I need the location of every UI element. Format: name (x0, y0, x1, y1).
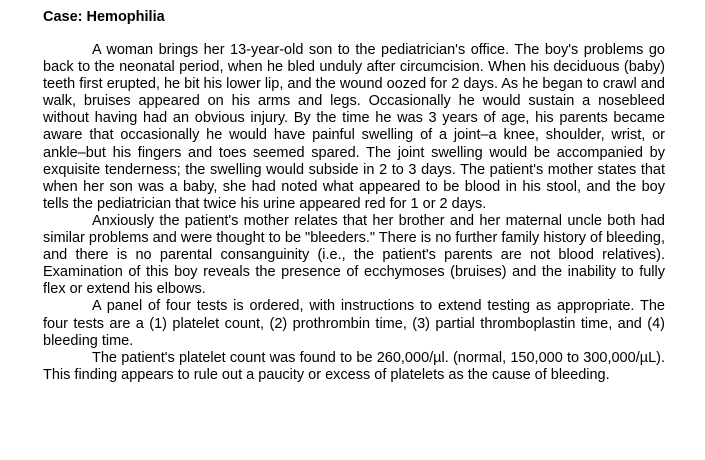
case-title: Case: Hemophilia (43, 9, 165, 25)
paragraph-platelet-result: The patient's platelet count was found to be 260,000/µl. (normal, 150,000 to 300,000/µL). This finding appears to rule out a paucity or excess of platelets as the cause of bleeding. (43, 349, 665, 383)
document-page (43, 8, 665, 384)
paragraph-family-history: Anxiously the patient's mother relates that her brother and her maternal uncle both had similar problems and were thought to be "bleeders." There is no further family history of bleeding, and there is no parental consanguinity (i.e., the patient's parents are not blood relatives). Examination of this boy reveals the presence of ecchymoses (bruises) and the inability to fully flex or extend his elbows. (43, 212, 665, 298)
paragraph-test-panel: A panel of four tests is ordered, with instructions to extend testing as appropriate. The four tests are a (1) platelet count, (2) prothrombin time, (3) partial thromboplastin time, and (4) bleeding time. (43, 298, 665, 349)
paragraph-case-history: A woman brings her 13-year-old son to the pediatrician's office. The boy's problems go back to the neonatal period, when he bled unduly after circumcision. When his deciduous (baby) teeth first erupted, he bit his lower lip, and the wound oozed for 2 days. As he began to crawl and walk, bruises appeared on his arms and legs. Occasionally he would sustain a nosebleed without having had an obvious injury. By the time he was 3 years of age, his parents became aware that occasionally he would have painful swelling of a joint–a knee, shoulder, wrist, or ankle–but his fingers and toes seemed spared. The joint swelling would be accompanied by exquisite tenderness; the swelling would subside in 2 to 3 days. The patient's mother states that when her son was a baby, she had noted what appeared to be blood in his stool, and the boy tells the pediatrician that twice his urine appeared red for 1 or 2 days. (43, 42, 665, 212)
